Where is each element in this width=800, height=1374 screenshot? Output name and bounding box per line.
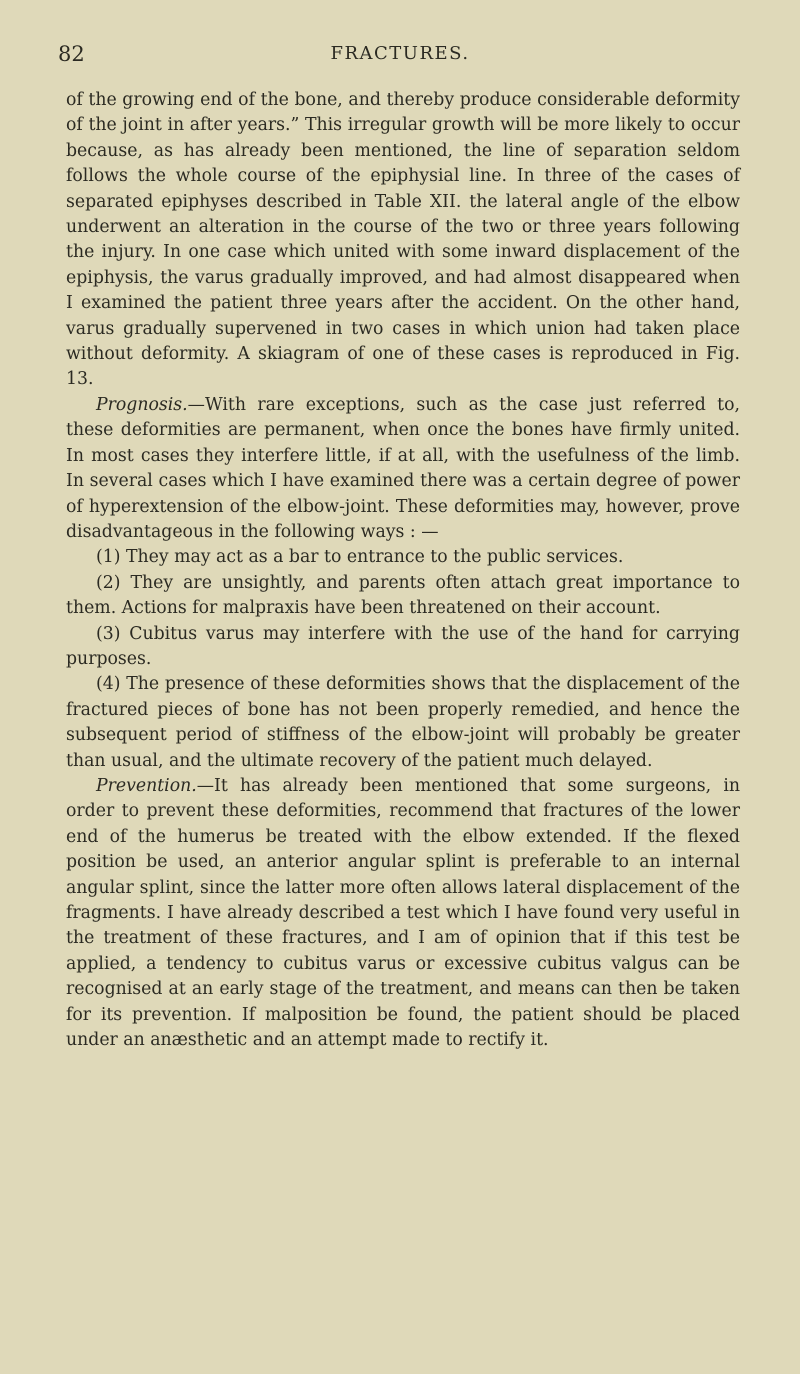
section-heading-prevention: Prevention. (96, 775, 197, 796)
paragraph-prevention-text: —It has already been mentioned that some surgeons, in order to prevent these deformities, recommend that fractures of the lower end of the humerus be treated with the elbow extended. If the flexed position be used, an anterior angular splint is preferable to an internal angular splint, since the latter more often allows lateral displacement of the fragments. I have already described a test which I have found very useful in the treatment of these fractures, and I am of opinion that if this test be applied, a tendency to cubitus varus or excessive cubitus valgus can be recognised at an early stage of the treatment, and means can then be taken for its prevention. If malposition be found, the patient should be placed under an anæsthetic and an attempt made to rectify it. (66, 775, 740, 1051)
page-number: 82 (58, 42, 85, 66)
paragraph-prognosis (66, 393, 740, 545)
list-item-1: (1) They may act as a bar to entrance to the public services. (96, 547, 624, 568)
paragraph-prognosis-text: —With rare exceptions, such as the case just referred to, these deformities are permanent, when once the bones have firmly united. In most cases they interfere little, if at all, with the usefulness of the limb. In several cases which I have examined there was a certain degree of power of hyperextension of the elbow-joint. These deformities may, however, prove disadvantageous in the following ways : — (66, 394, 740, 542)
page-header (0, 42, 800, 72)
paragraph-prevention (66, 774, 740, 1053)
running-head: FRACTURES. (330, 43, 470, 64)
paragraph-continuation: of the growing end of the bone, and thereby produce considerable deformity of the joint in after years.” This irregular growth will be more likely to occur because, as has already been mentioned, the line of separation seldom follows the whole course of the epiphysial line. In three of the cases of separated epiphyses described in Table XII. the lateral angle of the elbow underwent an alteration in the course of the two or three years following the injury. In one case which united with some inward displacement of the epiphysis, the varus gradually improved, and had almost disappeared when I examined the patient three years after the accident. On the other hand, varus gradually supervened in two cases in which union had taken place without deformity. A skiagram of one of these cases is reproduced in Fig. 13. (66, 90, 740, 390)
list-item-4: (4) The presence of these deformities shows that the displacement of the fractured pieces of bone has not been properly remedied, and hence the subsequent period of stiffness of the elbow-joint will probably be greater than usual, and the ultimate recovery of the patient much delayed. (66, 674, 740, 771)
section-heading-prognosis: Prognosis. (96, 394, 188, 415)
list-item-3: (3) Cubitus varus may interfere with the use of the hand for carrying purposes. (66, 623, 740, 669)
list-item-2: (2) They are unsightly, and parents often attach great importance to them. Actions for malpraxis have been threatened on their account. (66, 572, 740, 619)
body-text (66, 88, 740, 1053)
